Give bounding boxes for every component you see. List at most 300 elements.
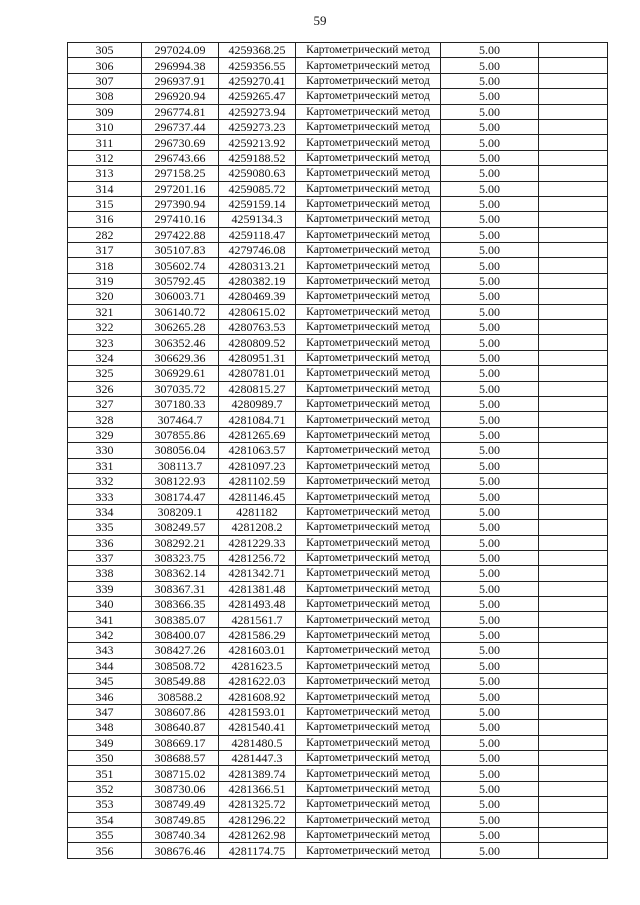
y-coordinate-cell: 4281146.45 [219, 489, 296, 504]
accuracy-cell: 5.00 [441, 473, 539, 488]
method-cell: Картометрический метод [296, 458, 441, 473]
table-row [68, 612, 608, 627]
y-coordinate-cell: 4259273.23 [219, 119, 296, 134]
x-coordinate-cell: 308292.21 [142, 535, 219, 550]
x-coordinate-cell: 307035.72 [142, 381, 219, 396]
note-cell [539, 320, 608, 335]
method-cell: Картометрический метод [296, 781, 441, 796]
table-row [68, 827, 608, 842]
y-coordinate-cell: 4281262.98 [219, 827, 296, 842]
note-cell [539, 181, 608, 196]
note-cell [539, 227, 608, 242]
accuracy-cell: 5.00 [441, 366, 539, 381]
method-cell: Картометрический метод [296, 520, 441, 535]
x-coordinate-cell: 306265.28 [142, 320, 219, 335]
table-row [68, 766, 608, 781]
x-coordinate-cell: 308366.35 [142, 597, 219, 612]
accuracy-cell: 5.00 [441, 73, 539, 88]
point-number-cell: 327 [68, 396, 142, 411]
point-number-cell: 344 [68, 658, 142, 673]
method-cell: Картометрический метод [296, 843, 441, 858]
table-row [68, 566, 608, 581]
coordinates-table [67, 42, 608, 859]
x-coordinate-cell: 308323.75 [142, 550, 219, 565]
x-coordinate-cell: 308749.85 [142, 812, 219, 827]
point-number-cell: 312 [68, 150, 142, 165]
point-number-cell: 347 [68, 704, 142, 719]
method-cell: Картометрический метод [296, 812, 441, 827]
table-row [68, 720, 608, 735]
method-cell: Картометрический метод [296, 304, 441, 319]
accuracy-cell: 5.00 [441, 458, 539, 473]
table-row [68, 135, 608, 150]
table-row [68, 412, 608, 427]
accuracy-cell: 5.00 [441, 535, 539, 550]
x-coordinate-cell: 297201.16 [142, 181, 219, 196]
note-cell [539, 597, 608, 612]
table-row [68, 812, 608, 827]
table-row [68, 443, 608, 458]
note-cell [539, 412, 608, 427]
method-cell: Картометрический метод [296, 258, 441, 273]
accuracy-cell: 5.00 [441, 612, 539, 627]
method-cell: Картометрический метод [296, 412, 441, 427]
table-row [68, 212, 608, 227]
note-cell [539, 73, 608, 88]
method-cell: Картометрический метод [296, 643, 441, 658]
x-coordinate-cell: 308676.46 [142, 843, 219, 858]
table-row [68, 350, 608, 365]
method-cell: Картометрический метод [296, 704, 441, 719]
method-cell: Картометрический метод [296, 350, 441, 365]
accuracy-cell: 5.00 [441, 550, 539, 565]
note-cell [539, 473, 608, 488]
table-row [68, 181, 608, 196]
note-cell [539, 58, 608, 73]
method-cell: Картометрический метод [296, 612, 441, 627]
method-cell: Картометрический метод [296, 658, 441, 673]
method-cell: Картометрический метод [296, 89, 441, 104]
note-cell [539, 135, 608, 150]
y-coordinate-cell: 4281265.69 [219, 427, 296, 442]
x-coordinate-cell: 308640.87 [142, 720, 219, 735]
y-coordinate-cell: 4281623.5 [219, 658, 296, 673]
y-coordinate-cell: 4281208.2 [219, 520, 296, 535]
method-cell: Картометрический метод [296, 212, 441, 227]
y-coordinate-cell: 4280469.39 [219, 289, 296, 304]
point-number-cell: 328 [68, 412, 142, 427]
note-cell [539, 489, 608, 504]
note-cell [539, 196, 608, 211]
accuracy-cell: 5.00 [441, 627, 539, 642]
y-coordinate-cell: 4259368.25 [219, 43, 296, 58]
x-coordinate-cell: 308113.7 [142, 458, 219, 473]
accuracy-cell: 5.00 [441, 520, 539, 535]
table-row [68, 750, 608, 765]
y-coordinate-cell: 4259134.3 [219, 212, 296, 227]
point-number-cell: 313 [68, 166, 142, 181]
table-row [68, 289, 608, 304]
x-coordinate-cell: 308549.88 [142, 674, 219, 689]
x-coordinate-cell: 296937.91 [142, 73, 219, 88]
accuracy-cell: 5.00 [441, 104, 539, 119]
x-coordinate-cell: 305602.74 [142, 258, 219, 273]
y-coordinate-cell: 4281480.5 [219, 735, 296, 750]
accuracy-cell: 5.00 [441, 320, 539, 335]
method-cell: Картометрический метод [296, 166, 441, 181]
x-coordinate-cell: 306003.71 [142, 289, 219, 304]
x-coordinate-cell: 307464.7 [142, 412, 219, 427]
y-coordinate-cell: 4280815.27 [219, 381, 296, 396]
accuracy-cell: 5.00 [441, 674, 539, 689]
accuracy-cell: 5.00 [441, 181, 539, 196]
accuracy-cell: 5.00 [441, 720, 539, 735]
accuracy-cell: 5.00 [441, 166, 539, 181]
note-cell [539, 273, 608, 288]
note-cell [539, 843, 608, 858]
note-cell [539, 243, 608, 258]
accuracy-cell: 5.00 [441, 766, 539, 781]
x-coordinate-cell: 296920.94 [142, 89, 219, 104]
point-number-cell: 333 [68, 489, 142, 504]
accuracy-cell: 5.00 [441, 643, 539, 658]
y-coordinate-cell: 4281102.59 [219, 473, 296, 488]
method-cell: Картометрический метод [296, 119, 441, 134]
accuracy-cell: 5.00 [441, 735, 539, 750]
y-coordinate-cell: 4281084.71 [219, 412, 296, 427]
point-number-cell: 346 [68, 689, 142, 704]
accuracy-cell: 5.00 [441, 43, 539, 58]
x-coordinate-cell: 306929.61 [142, 366, 219, 381]
point-number-cell: 342 [68, 627, 142, 642]
point-number-cell: 320 [68, 289, 142, 304]
y-coordinate-cell: 4259085.72 [219, 181, 296, 196]
accuracy-cell: 5.00 [441, 119, 539, 134]
accuracy-cell: 5.00 [441, 581, 539, 596]
table-row [68, 335, 608, 350]
y-coordinate-cell: 4280763.53 [219, 320, 296, 335]
note-cell [539, 381, 608, 396]
note-cell [539, 566, 608, 581]
table-row [68, 674, 608, 689]
point-number-cell: 332 [68, 473, 142, 488]
table-row [68, 366, 608, 381]
method-cell: Картометрический метод [296, 196, 441, 211]
x-coordinate-cell: 297390.94 [142, 196, 219, 211]
point-number-cell: 331 [68, 458, 142, 473]
accuracy-cell: 5.00 [441, 243, 539, 258]
page-number: 59 [313, 13, 327, 28]
note-cell [539, 258, 608, 273]
point-number-cell: 321 [68, 304, 142, 319]
x-coordinate-cell: 308209.1 [142, 504, 219, 519]
y-coordinate-cell: 4280313.21 [219, 258, 296, 273]
y-coordinate-cell: 4281296.22 [219, 812, 296, 827]
point-number-cell: 354 [68, 812, 142, 827]
table-row [68, 381, 608, 396]
y-coordinate-cell: 4281174.75 [219, 843, 296, 858]
point-number-cell: 355 [68, 827, 142, 842]
method-cell: Картометрический метод [296, 674, 441, 689]
x-coordinate-cell: 296730.69 [142, 135, 219, 150]
method-cell: Картометрический метод [296, 735, 441, 750]
point-number-cell: 282 [68, 227, 142, 242]
table-row [68, 166, 608, 181]
y-coordinate-cell: 4281097.23 [219, 458, 296, 473]
x-coordinate-cell: 296994.38 [142, 58, 219, 73]
y-coordinate-cell: 4281229.33 [219, 535, 296, 550]
x-coordinate-cell: 308588.2 [142, 689, 219, 704]
x-coordinate-cell: 308669.17 [142, 735, 219, 750]
coordinates-table-body [68, 43, 608, 859]
table-row [68, 73, 608, 88]
y-coordinate-cell: 4281608.92 [219, 689, 296, 704]
point-number-cell: 336 [68, 535, 142, 550]
note-cell [539, 720, 608, 735]
point-number-cell: 317 [68, 243, 142, 258]
point-number-cell: 323 [68, 335, 142, 350]
note-cell [539, 89, 608, 104]
point-number-cell: 350 [68, 750, 142, 765]
point-number-cell: 345 [68, 674, 142, 689]
accuracy-cell: 5.00 [441, 704, 539, 719]
point-number-cell: 335 [68, 520, 142, 535]
point-number-cell: 351 [68, 766, 142, 781]
y-coordinate-cell: 4280781.01 [219, 366, 296, 381]
point-number-cell: 315 [68, 196, 142, 211]
method-cell: Картометрический метод [296, 550, 441, 565]
point-number-cell: 307 [68, 73, 142, 88]
table-row [68, 735, 608, 750]
method-cell: Картометрический метод [296, 689, 441, 704]
table-row [68, 427, 608, 442]
table-row [68, 520, 608, 535]
table-row [68, 689, 608, 704]
y-coordinate-cell: 4281622.03 [219, 674, 296, 689]
y-coordinate-cell: 4259188.52 [219, 150, 296, 165]
x-coordinate-cell: 305792.45 [142, 273, 219, 288]
x-coordinate-cell: 306629.36 [142, 350, 219, 365]
y-coordinate-cell: 4280951.31 [219, 350, 296, 365]
method-cell: Картометрический метод [296, 443, 441, 458]
accuracy-cell: 5.00 [441, 196, 539, 211]
note-cell [539, 212, 608, 227]
note-cell [539, 366, 608, 381]
method-cell: Картометрический метод [296, 396, 441, 411]
x-coordinate-cell: 297422.88 [142, 227, 219, 242]
note-cell [539, 458, 608, 473]
note-cell [539, 689, 608, 704]
x-coordinate-cell: 308508.72 [142, 658, 219, 673]
accuracy-cell: 5.00 [441, 427, 539, 442]
point-number-cell: 348 [68, 720, 142, 735]
method-cell: Картометрический метод [296, 381, 441, 396]
table-row [68, 304, 608, 319]
table-row [68, 43, 608, 58]
point-number-cell: 353 [68, 797, 142, 812]
y-coordinate-cell: 4281447.3 [219, 750, 296, 765]
y-coordinate-cell: 4281366.51 [219, 781, 296, 796]
table-row [68, 627, 608, 642]
table-row [68, 458, 608, 473]
accuracy-cell: 5.00 [441, 658, 539, 673]
point-number-cell: 325 [68, 366, 142, 381]
note-cell [539, 550, 608, 565]
note-cell [539, 289, 608, 304]
accuracy-cell: 5.00 [441, 797, 539, 812]
y-coordinate-cell: 4281325.72 [219, 797, 296, 812]
y-coordinate-cell: 4259118.47 [219, 227, 296, 242]
method-cell: Картометрический метод [296, 289, 441, 304]
note-cell [539, 166, 608, 181]
point-number-cell: 340 [68, 597, 142, 612]
y-coordinate-cell: 4279746.08 [219, 243, 296, 258]
table-row [68, 658, 608, 673]
method-cell: Картометрический метод [296, 489, 441, 504]
accuracy-cell: 5.00 [441, 335, 539, 350]
method-cell: Картометрический метод [296, 150, 441, 165]
method-cell: Картометрический метод [296, 243, 441, 258]
method-cell: Картометрический метод [296, 135, 441, 150]
x-coordinate-cell: 308249.57 [142, 520, 219, 535]
table-row [68, 504, 608, 519]
accuracy-cell: 5.00 [441, 212, 539, 227]
point-number-cell: 352 [68, 781, 142, 796]
table-row [68, 258, 608, 273]
method-cell: Картометрический метод [296, 473, 441, 488]
note-cell [539, 704, 608, 719]
accuracy-cell: 5.00 [441, 304, 539, 319]
table-row [68, 119, 608, 134]
table-row [68, 704, 608, 719]
method-cell: Картометрический метод [296, 43, 441, 58]
table-row [68, 89, 608, 104]
point-number-cell: 330 [68, 443, 142, 458]
x-coordinate-cell: 308174.47 [142, 489, 219, 504]
note-cell [539, 581, 608, 596]
note-cell [539, 443, 608, 458]
accuracy-cell: 5.00 [441, 273, 539, 288]
accuracy-cell: 5.00 [441, 812, 539, 827]
point-number-cell: 306 [68, 58, 142, 73]
accuracy-cell: 5.00 [441, 289, 539, 304]
accuracy-cell: 5.00 [441, 597, 539, 612]
point-number-cell: 314 [68, 181, 142, 196]
note-cell [539, 520, 608, 535]
note-cell [539, 781, 608, 796]
note-cell [539, 627, 608, 642]
y-coordinate-cell: 4281381.48 [219, 581, 296, 596]
table-row [68, 104, 608, 119]
x-coordinate-cell: 308749.49 [142, 797, 219, 812]
accuracy-cell: 5.00 [441, 489, 539, 504]
accuracy-cell: 5.00 [441, 781, 539, 796]
table-row [68, 581, 608, 596]
method-cell: Картометрический метод [296, 827, 441, 842]
point-number-cell: 308 [68, 89, 142, 104]
note-cell [539, 750, 608, 765]
y-coordinate-cell: 4281603.01 [219, 643, 296, 658]
table-row [68, 489, 608, 504]
accuracy-cell: 5.00 [441, 689, 539, 704]
method-cell: Картометрический метод [296, 227, 441, 242]
accuracy-cell: 5.00 [441, 566, 539, 581]
y-coordinate-cell: 4281493.48 [219, 597, 296, 612]
method-cell: Картометрический метод [296, 581, 441, 596]
x-coordinate-cell: 308740.34 [142, 827, 219, 842]
accuracy-cell: 5.00 [441, 396, 539, 411]
point-number-cell: 319 [68, 273, 142, 288]
method-cell: Картометрический метод [296, 73, 441, 88]
accuracy-cell: 5.00 [441, 843, 539, 858]
note-cell [539, 150, 608, 165]
x-coordinate-cell: 296743.66 [142, 150, 219, 165]
point-number-cell: 338 [68, 566, 142, 581]
note-cell [539, 797, 608, 812]
x-coordinate-cell: 308385.07 [142, 612, 219, 627]
y-coordinate-cell: 4281182 [219, 504, 296, 519]
note-cell [539, 43, 608, 58]
y-coordinate-cell: 4280615.02 [219, 304, 296, 319]
method-cell: Картометрический метод [296, 720, 441, 735]
accuracy-cell: 5.00 [441, 150, 539, 165]
y-coordinate-cell: 4281561.7 [219, 612, 296, 627]
y-coordinate-cell: 4281389.74 [219, 766, 296, 781]
y-coordinate-cell: 4280382.19 [219, 273, 296, 288]
table-row [68, 58, 608, 73]
accuracy-cell: 5.00 [441, 227, 539, 242]
table-row [68, 843, 608, 858]
method-cell: Картометрический метод [296, 320, 441, 335]
method-cell: Картометрический метод [296, 750, 441, 765]
y-coordinate-cell: 4259265.47 [219, 89, 296, 104]
method-cell: Картометрический метод [296, 181, 441, 196]
x-coordinate-cell: 297410.16 [142, 212, 219, 227]
method-cell: Картометрический метод [296, 766, 441, 781]
accuracy-cell: 5.00 [441, 135, 539, 150]
y-coordinate-cell: 4281593.01 [219, 704, 296, 719]
accuracy-cell: 5.00 [441, 258, 539, 273]
point-number-cell: 334 [68, 504, 142, 519]
accuracy-cell: 5.00 [441, 381, 539, 396]
table-row [68, 550, 608, 565]
table-row [68, 196, 608, 211]
x-coordinate-cell: 308715.02 [142, 766, 219, 781]
table-row [68, 243, 608, 258]
point-number-cell: 337 [68, 550, 142, 565]
method-cell: Картометрический метод [296, 597, 441, 612]
method-cell: Картометрический метод [296, 427, 441, 442]
method-cell: Картометрический метод [296, 58, 441, 73]
table-row [68, 643, 608, 658]
point-number-cell: 339 [68, 581, 142, 596]
y-coordinate-cell: 4259356.55 [219, 58, 296, 73]
y-coordinate-cell: 4259080.63 [219, 166, 296, 181]
accuracy-cell: 5.00 [441, 827, 539, 842]
note-cell [539, 643, 608, 658]
table-row [68, 227, 608, 242]
x-coordinate-cell: 308400.07 [142, 627, 219, 642]
table-row [68, 273, 608, 288]
point-number-cell: 311 [68, 135, 142, 150]
method-cell: Картометрический метод [296, 335, 441, 350]
x-coordinate-cell: 297024.09 [142, 43, 219, 58]
note-cell [539, 674, 608, 689]
point-number-cell: 341 [68, 612, 142, 627]
point-number-cell: 309 [68, 104, 142, 119]
accuracy-cell: 5.00 [441, 412, 539, 427]
method-cell: Картометрический метод [296, 797, 441, 812]
